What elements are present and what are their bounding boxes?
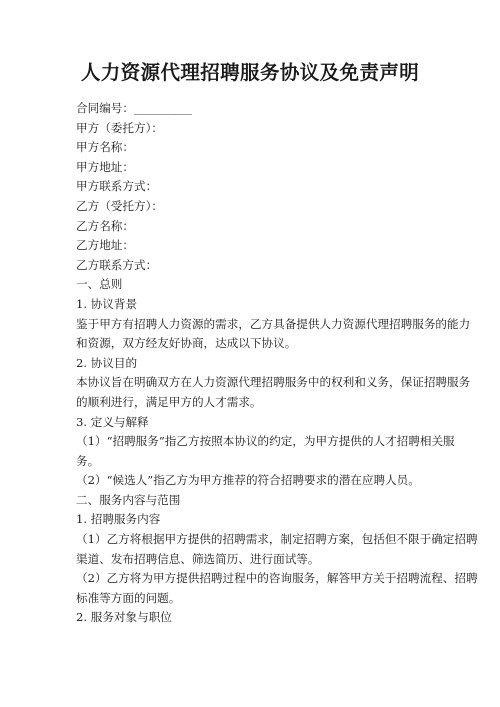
document-body <box>76 99 478 628</box>
paragraph-line: （1）“招聘服务”指乙方按照本协议的约定，为甲方提供的人才招聘相关服 <box>76 434 455 449</box>
paragraph-line: （1）乙方将根据甲方提供的招聘需求，制定招聘方案，包括但不限于确定招聘 <box>76 532 478 547</box>
section-heading-general: 一、总则 <box>76 277 123 292</box>
paragraph-line: （2）乙方将为甲方提供招聘过程中的咨询服务，解答甲方关于招聘流程、招聘 <box>76 571 478 586</box>
subsection-heading: 1. 协议背景 <box>76 296 138 311</box>
paragraph-line: 渠道、发布招聘信息、筛选简历、进行面试等。 <box>76 551 320 566</box>
party-b-contact: 乙方联系方式： <box>76 257 158 272</box>
party-b-address: 乙方地址： <box>76 238 134 253</box>
party-b-name: 乙方名称： <box>76 218 134 233</box>
section-heading-services: 二、服务内容与范围 <box>76 492 181 507</box>
paragraph-line: 本协议旨在明确双方在人力资源代理招聘服务中的权利和义务，保证招聘服务 <box>76 375 471 390</box>
party-a-address: 甲方地址： <box>76 159 134 174</box>
party-a-name: 甲方名称： <box>76 140 134 155</box>
subsection-heading: 3. 定义与解释 <box>76 414 149 429</box>
subsection-heading: 1. 招聘服务内容 <box>76 512 161 527</box>
party-b-heading: 乙方（受托方）： <box>76 198 163 213</box>
subsection-heading: 2. 服务对象与职位 <box>76 610 172 625</box>
contract-number-line: 合同编号：__________ <box>76 101 192 115</box>
paragraph-line: 的顺利进行，满足甲方的人才需求。 <box>76 394 262 409</box>
subsection-heading: 2. 协议目的 <box>76 355 138 370</box>
paragraph-line: 和资源，双方经友好协商，达成以下协议。 <box>76 336 297 351</box>
paragraph-line: 鉴于甲方有招聘人力资源的需求，乙方具备提供人力资源代理招聘服务的能力 <box>76 316 471 331</box>
party-a-heading: 甲方（委托方）： <box>76 120 163 135</box>
document-title: 人力资源代理招聘服务协议及免责声明 <box>80 61 420 84</box>
party-a-contact: 甲方联系方式： <box>76 179 158 194</box>
paragraph-line: （2）“候选人”指乙方为甲方推荐的符合招聘要求的潜在应聘人员。 <box>76 473 420 488</box>
paragraph-line: 务。 <box>76 453 100 468</box>
paragraph-line: 标准等方面的问题。 <box>76 590 181 605</box>
